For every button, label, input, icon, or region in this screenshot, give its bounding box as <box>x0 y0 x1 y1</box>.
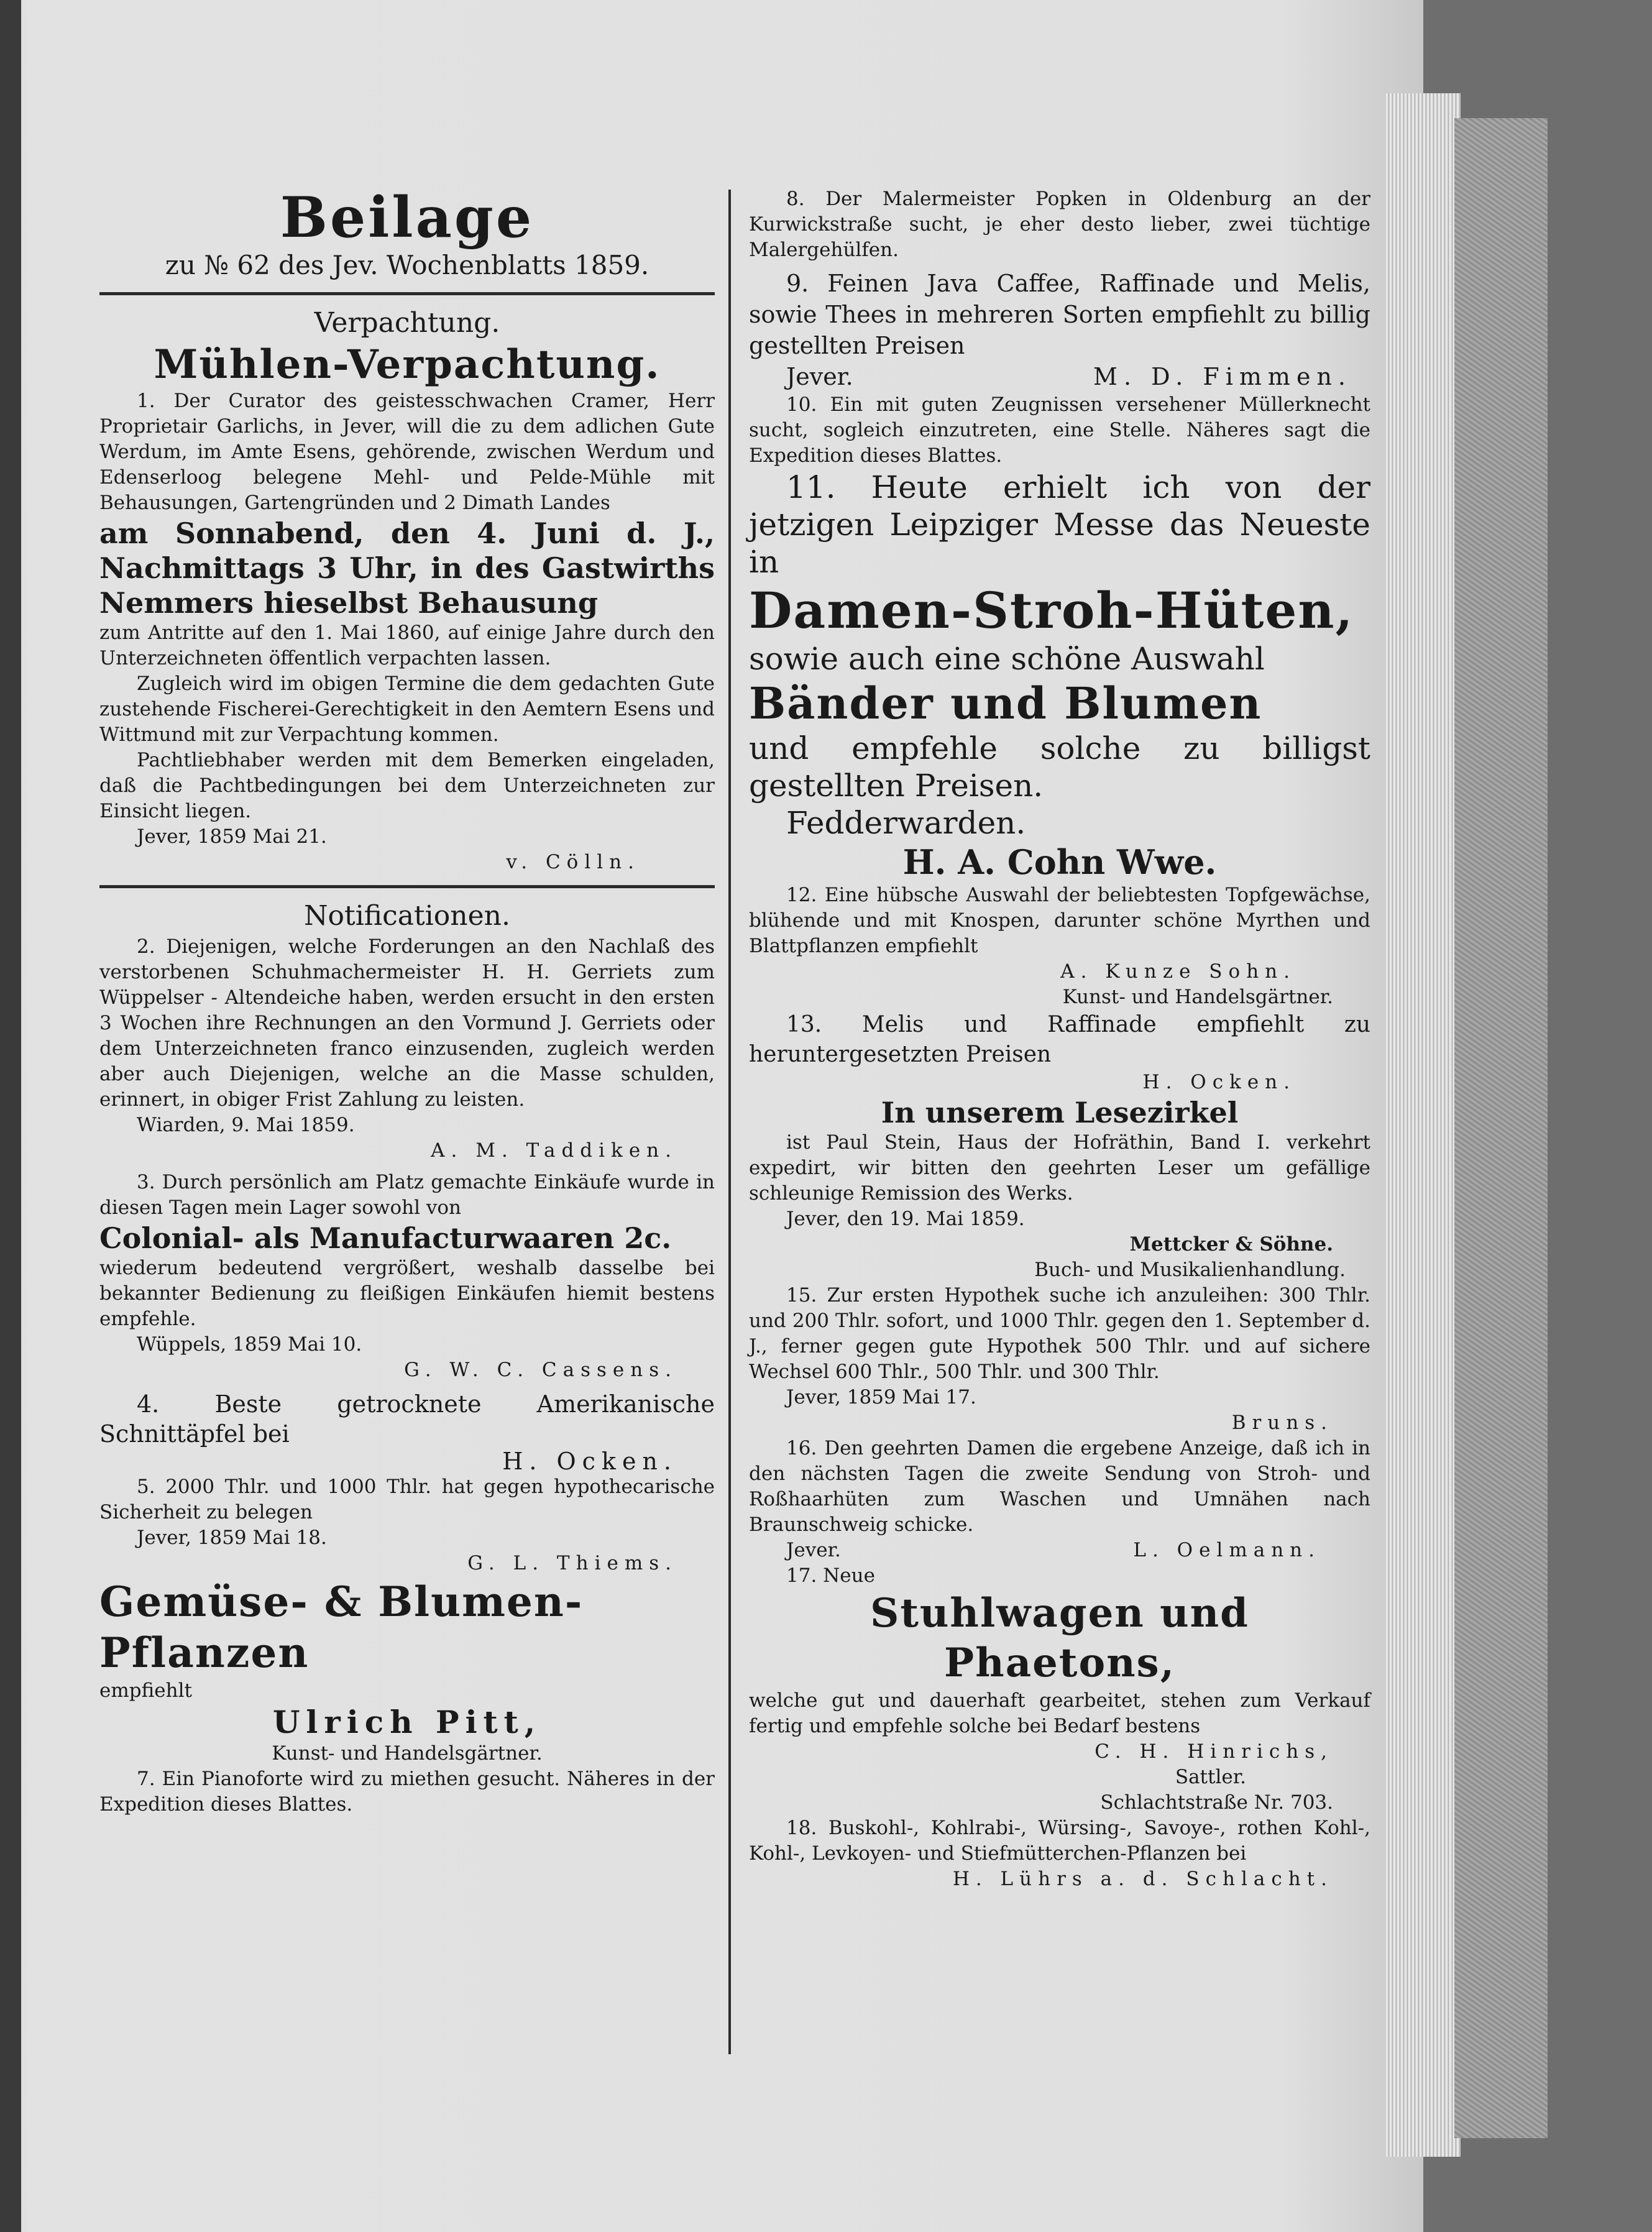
muehlen-title: Mühlen-Verpachtung. <box>154 341 661 388</box>
item6-name: Ulrich Pitt, <box>272 1704 542 1740</box>
item1-text4: Pachtliebhaber werden mit dem Bemerken eingeladen, daß die Pachtbedingungen bei dem Unterzeichneten zur Einsicht liegen. <box>99 749 715 822</box>
item17-title: Sattler. <box>1175 1766 1246 1788</box>
item9-place: Jever. <box>786 363 853 390</box>
item1-date: Jever, 1859 Mai 21. <box>137 825 327 848</box>
book-cover <box>1454 118 1548 2138</box>
item9-footer <box>749 361 1370 392</box>
item11-signature: H. A. Cohn Wwe. <box>902 842 1217 882</box>
item8-text: 8. Der Malermeister Popken in Oldenburg an der Kurwickstraße sucht, je eher desto lieber, zwei tüchtige Malergehülfen. <box>749 188 1370 261</box>
item16-place: Jever. <box>786 1539 841 1561</box>
item10-text: 10. Ein mit guten Zeugnissen versehener Müllerknecht sucht, sogleich einzutreten, eine Stelle. Näheres sagt die Expedition dieses Blattes. <box>749 393 1370 467</box>
item4-signature: H. Ocken. <box>502 1448 677 1475</box>
column-divider <box>728 190 731 2054</box>
item12-title: Kunst- und Handelsgärtner. <box>1062 986 1333 1008</box>
item12-signature: A. Kunze Sohn. <box>1060 960 1296 983</box>
item3-headline: Colonial- als Manufacturwaaren 2c. <box>99 1221 672 1255</box>
item16-footer <box>749 1538 1370 1563</box>
item1-signature: v. Cölln. <box>506 851 640 873</box>
item14-date: Jever, den 19. Mai 1859. <box>786 1208 1025 1230</box>
item11-text3: und empfehle solche zu billigst gestellten Preisen. <box>749 730 1370 804</box>
item2-text: 2. Diejenigen, welche Forderungen an den Nachlaß des verstorbenen Schuhmachermeister H. H. Gerriets zum Wüppelser - Altendeiche haben, werden ersucht in den ersten 3 Wochen ihre Rechnungen an den Vormund J. Gerriets oder dem Unterzeichneten franco einzusenden, zugleich werden aber auch Diejenigen, welche an die Masse schulden, erinnert, in obiger Frist Zahlung zu leisten. <box>99 935 715 1111</box>
item4-text: 4. Beste getrocknete Amerikanische Schnittäpfel bei <box>99 1390 715 1448</box>
item11-headline2: Bänder und Blumen <box>749 677 1262 729</box>
item11-text2: sowie auch eine schöne Auswahl <box>749 641 1265 677</box>
item16-text: 16. Den geehrten Damen die ergebene Anzeige, daß ich in den nächsten Tagen die zweite Sendung von Stroh- und Roßhaarhüten zum Waschen und Umnähen nach Braunschweig schicke. <box>749 1437 1370 1536</box>
left-column <box>99 186 715 1817</box>
item6-text: empfiehlt <box>99 1679 192 1702</box>
item5-text: 5. 2000 Thlr. und 1000 Thlr. hat gegen hypothecarische Sicherheit zu belegen <box>99 1476 715 1523</box>
item2-date: Wiarden, 9. Mai 1859. <box>137 1114 355 1136</box>
item14-signature: Mettcker & Söhne. <box>1129 1233 1333 1256</box>
right-column <box>749 186 1370 1892</box>
item17-text2: welche gut und dauerhaft gearbeitet, stehen zum Verkauf fertig und empfehle solche bei Bedarf bestens <box>749 1689 1370 1737</box>
item7-text: 7. Ein Pianoforte wird zu miethen gesucht. Näheres in der Expedition dieses Blattes. <box>99 1768 715 1816</box>
item9-text: 9. Feinen Java Caffee, Raffinade und Melis, sowie Thees in mehreren Sorten empfiehlt zu billig gestellten Preisen <box>749 270 1370 359</box>
page-subtitle: zu № 62 des Jev. Wochenblatts 1859. <box>165 250 649 280</box>
section-heading-verpachtung: Verpachtung. <box>314 307 500 339</box>
item1-text: 1. Der Curator des geistesschwachen Cramer, Herr Proprietair Garlichs, in Jever, will die zu dem adlichen Gute Werdum, im Amte Esens, gehörende, zwischen Werdum und Edenserloog belegene Mehl- und Pelde-Mühle mit Behausungen, Gartengründen und 2 Dimath Landes <box>99 390 715 514</box>
item5-signature: G. L. Thiems. <box>467 1552 677 1574</box>
item9-signature: M. D. Fimmen. <box>1093 363 1352 390</box>
item6-title: Kunst- und Handelsgärtner. <box>272 1742 543 1765</box>
item17-signature: C. H. Hinrichs, <box>1094 1740 1333 1763</box>
item3-text: 3. Durch persönlich am Platz gemachte Einkäufe wurde in diesen Tagen mein Lager sowohl von <box>99 1171 715 1219</box>
section-heading-notificationen: Notificationen. <box>304 900 510 932</box>
item11-text: 11. Heute erhielt ich von der jetzigen Leipziger Messe das Neueste in <box>749 469 1370 580</box>
item15-signature: Bruns. <box>1231 1412 1333 1434</box>
item1-text2: zum Antritte auf den 1. Mai 1860, auf einige Jahre durch den Unterzeichneten öffentlich verpachten lassen. <box>99 622 715 669</box>
item12-text: 12. Eine hübsche Auswahl der beliebtesten Topfgewächse, blühende und mit Knospen, darunter schöne Myrthen und Blattpflanzen empfiehlt <box>749 884 1370 957</box>
item15-text: 15. Zur ersten Hypothek suche ich anzuleihen: 300 Thlr. und 200 Thlr. sofort, und 1000 Thlr. gegen den 1. September d. J., ferner gegen gute Hypothek 500 Thlr. und auf sichere Wechsel 600 Thlr., 500 Thlr. und 300 Thlr. <box>749 1284 1370 1383</box>
item3-date: Wüppels, 1859 Mai 10. <box>137 1333 362 1356</box>
item2-signature: A. M. Taddiken. <box>431 1139 677 1162</box>
item14-title: Buch- und Musikalienhandlung. <box>1034 1259 1346 1281</box>
item17-headline: Stuhlwagen und Phaetons, <box>870 1590 1249 1686</box>
page-title: Beilage <box>280 185 535 250</box>
item1-text3: Zugleich wird im obigen Termine die dem gedachten Gute zustehende Fischerei-Gerechtigkeit in den Aemtern Esens und Wittmund mit zur Verpachtung kommen. <box>99 673 715 746</box>
item14-headline: In unserem Lesezirkel <box>881 1096 1239 1129</box>
item1-date-announcement: am Sonnabend, den 4. Juni d. J., Nachmittags 3 Uhr, in des Gastwirths Nemmers hieselbst Behausung <box>99 517 715 620</box>
item11-headline: Damen-Stroh-Hüten, <box>749 581 1354 640</box>
item18-text: 18. Buskohl-, Kohlrabi-, Würsing-, Savoye-, rothen Kohl-, Kohl-, Levkoyen- und Stiefmütterchen-Pflanzen bei <box>749 1817 1370 1865</box>
item13-signature: H. Ocken. <box>1142 1071 1296 1093</box>
divider <box>99 292 715 295</box>
item16-signature: L. Oelmann. <box>1133 1539 1321 1561</box>
item3-signature: G. W. C. Cassens. <box>404 1359 677 1381</box>
item6-headline: Gemüse- & Blumen-Pflanzen <box>99 1578 584 1677</box>
item13-text: 13. Melis und Raffinade empfiehlt zu heruntergesetzten Preisen <box>749 1012 1370 1067</box>
item11-place: Fedderwarden. <box>786 805 1026 841</box>
item14-text: ist Paul Stein, Haus der Hofräthin, Band I. verkehrt expedirt, wir bitten den geehrten Leser um gefällige schleunige Remission des Werks. <box>749 1131 1370 1205</box>
book-binding <box>0 0 21 2232</box>
item3-text2: wiederum bedeutend vergrößert, weshalb dasselbe bei bekannter Bedienung zu fleißigen Einkäufen hiemit bestens empfehle. <box>99 1257 715 1330</box>
item17-text: 17. Neue <box>786 1564 875 1587</box>
item17-address: Schlachtstraße Nr. 703. <box>1100 1791 1333 1814</box>
page-edges <box>1386 93 1461 2157</box>
divider <box>99 885 715 888</box>
item5-date: Jever, 1859 Mai 18. <box>137 1527 327 1549</box>
item15-date: Jever, 1859 Mai 17. <box>786 1386 976 1408</box>
item18-signature: H. Lührs a. d. Schlacht. <box>952 1868 1333 1890</box>
